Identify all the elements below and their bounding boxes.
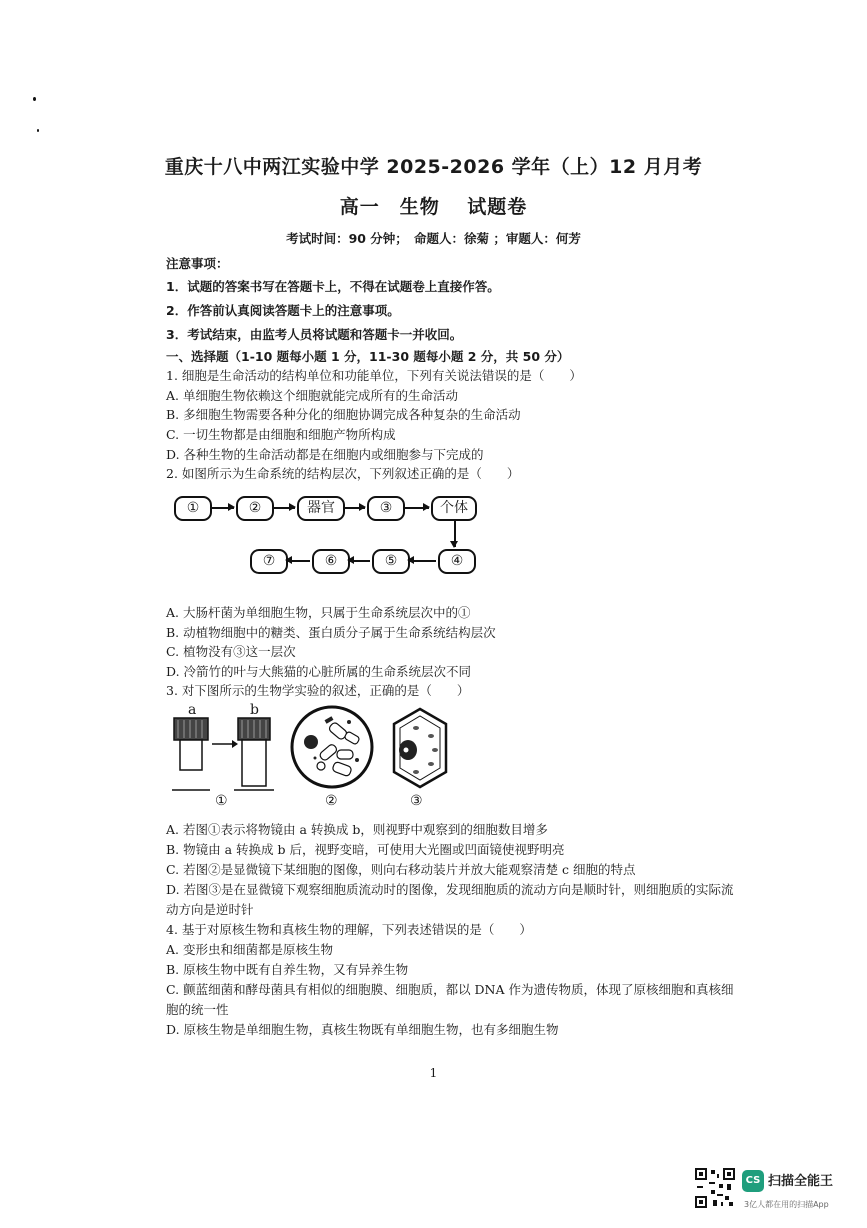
figure-number: ③ (410, 793, 423, 809)
question-option-continued: 胞的统一性 (166, 1002, 229, 1017)
diagram-node: 器官 (297, 496, 345, 521)
question-option: C. 颤蓝细菌和酵母菌具有相似的细胞膜、细胞质，都以 DNA 作为遗传物质，体现了原核细胞和真核细 (166, 982, 734, 997)
question-option: D. 各种生物的生命活动都是在细胞内或细胞参与下完成的 (166, 447, 484, 462)
diagram-node: ⑦ (250, 549, 288, 574)
qr-code-icon (695, 1168, 735, 1208)
diagram-node: ⑥ (312, 549, 350, 574)
question-option: C. 若图②是显微镜下某细胞的图像，则向右移动装片并放大能观察清楚 c 细胞的特点 (166, 862, 636, 877)
question-option: C. 一切生物都是由细胞和细胞产物所构成 (166, 427, 396, 442)
question-option: D. 原核生物是单细胞生物，真核生物既有单细胞生物，也有多细胞生物 (166, 1022, 559, 1037)
figure-number: ② (325, 793, 338, 809)
diagram-node: ⑤ (372, 549, 410, 574)
diagram-node: ④ (438, 549, 476, 574)
diagram-node: ③ (367, 496, 405, 521)
note-item: 3．考试结束，由监考人员将试题和答题卡一并收回。 (166, 327, 463, 342)
microscope-field-figure (289, 704, 375, 790)
objective-label-b: b (250, 702, 259, 718)
question-option: A. 大肠杆菌为单细胞生物，只属于生命系统层次中的① (166, 605, 471, 620)
page-number: 1 (429, 1066, 438, 1080)
scan-speck (37, 129, 39, 132)
arrow-right-icon (403, 507, 429, 509)
arrow-down-icon (454, 521, 456, 547)
note-item: 1．试题的答案书写在答题卡上，不得在试题卷上直接作答。 (166, 279, 500, 294)
question-option: B. 多细胞生物需要各种分化的细胞协调完成各种复杂的生命活动 (166, 407, 521, 422)
question-option: B. 原核生物中既有自养生物，又有异养生物 (166, 962, 409, 977)
question-option: A. 变形虫和细菌都是原核生物 (166, 942, 333, 957)
question-option: B. 动植物细胞中的糖类、蛋白质分子属于生命系统结构层次 (166, 625, 496, 640)
question-option: A. 若图①表示将物镜由 a 转换成 b，则视野中观察到的细胞数目增多 (166, 822, 548, 837)
diagram-node: ② (236, 496, 274, 521)
question-option: A. 单细胞生物依赖这个细胞就能完成所有的生命活动 (166, 388, 458, 403)
camscanner-logo: CS (742, 1170, 764, 1192)
figure-number: ① (215, 793, 228, 809)
note-item: 2．作答前认真阅读答题卡上的注意事项。 (166, 303, 400, 318)
scan-speck (33, 97, 36, 101)
arrow-left-icon (286, 560, 310, 562)
question-option: D. 若图③是在显微镜下观察细胞质流动时的图像，发现细胞质的流动方向是顺时针，则细胞质的实际流 (166, 882, 734, 897)
section-heading: 一、选择题（1-10 题每小题 1 分，11-30 题每小题 2 分，共 50 分） (166, 349, 570, 364)
notes-heading: 注意事项： (166, 256, 229, 271)
diagram-node: 个体 (431, 496, 477, 521)
objective-label-a: a (188, 702, 197, 718)
question-option: D. 冷箭竹的叶与大熊猫的心脏所属的生命系统层次不同 (166, 664, 472, 679)
exam-info: 考试时间：90 分钟； 命题人：徐菊 ；审题人：何芳 (286, 231, 581, 246)
question-stem: 2. 如图所示为生命系统的结构层次，下列叙述正确的是（ ） (166, 466, 520, 481)
exam-title: 重庆十八中两江实验中学 2025-2026 学年（上）12 月月考 (164, 156, 703, 178)
exam-subtitle: 高一 生物 试题卷 (339, 196, 528, 218)
question-option: B. 物镜由 a 转换成 b 后，视野变暗，可使用大光圈或凹面镜使视野明亮 (166, 842, 565, 857)
question-stem: 1. 细胞是生命活动的结构单位和功能单位，下列有关说法错误的是（ ） (166, 368, 582, 383)
camscanner-name: 扫描全能王 (768, 1174, 834, 1189)
arrow-left-icon (408, 560, 436, 562)
question-option: C. 植物没有③这一层次 (166, 644, 296, 659)
arrow-right-icon (343, 507, 365, 509)
question-option-continued: 动方向是逆时针 (166, 902, 254, 917)
objective-lens-figure (170, 714, 280, 794)
arrow-right-icon (210, 507, 234, 509)
plant-cell-figure (386, 706, 452, 790)
question-stem: 4. 基于对原核生物和真核生物的理解，下列表述错误的是（ ） (166, 922, 532, 937)
camscanner-tagline: 3亿人都在用的扫描App (744, 1200, 829, 1209)
diagram-node: ① (174, 496, 212, 521)
arrow-right-icon (272, 507, 295, 509)
arrow-left-icon (348, 560, 370, 562)
question-stem: 3. 对下图所示的生物学实验的叙述，正确的是（ ） (166, 683, 470, 698)
